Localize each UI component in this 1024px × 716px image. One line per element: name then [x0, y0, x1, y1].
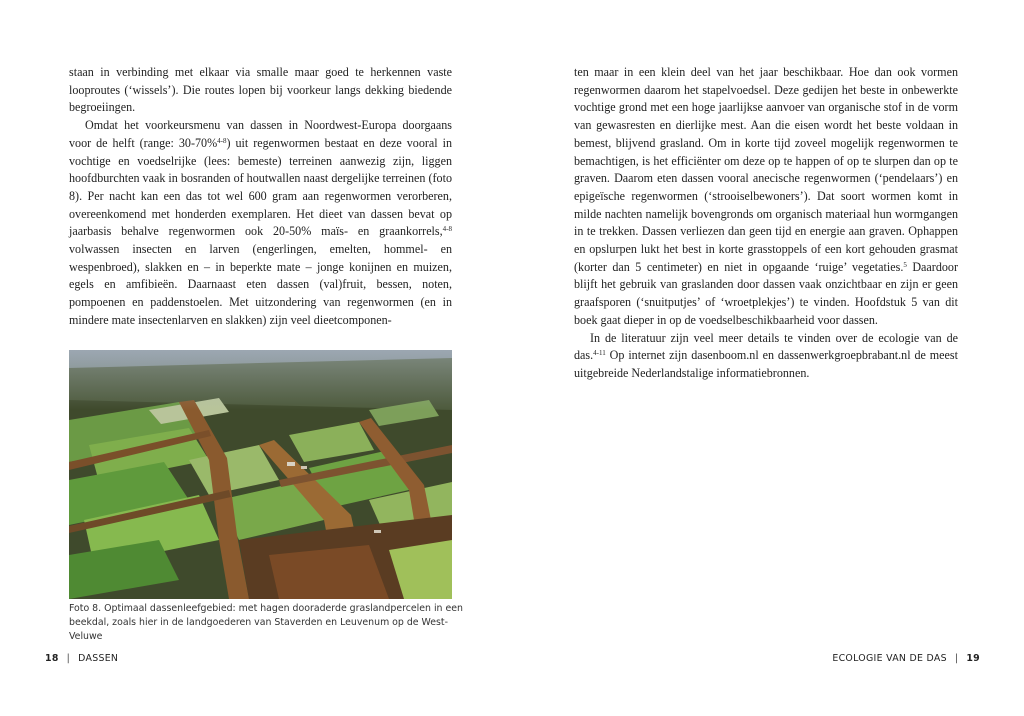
photo-caption: Foto 8. Optimaal dassenleefgebied: met hagen dooraderde graslandpercelen in een beekdal, zoals hier in de landgoederen van Staverden en Leuvenum op de West-Veluwe: [69, 603, 463, 642]
paragraph-text: volwassen insecten en larven (engerlingen, emelten, hommel- en wespenbroed), slakken en – in beperkte mate – jonge konijnen en muizen, egels en amfibieën. Daarnaast eten dassen (val)fruit, bessen, noten, pompoenen en paddenstoelen. Met uitzondering van regenwormen (en in mindere mate insectenlarven en slakken) zijn veel dieetcomponen-: [69, 242, 452, 327]
aerial-landscape-photo: [69, 350, 452, 599]
paragraph-text: Op internet zijn dasenboom.nl en dassenwerkgroepbrabant.nl de meest uitgebreide Nederlandstalige informatiebronnen.: [574, 348, 958, 380]
body-paragraph: [574, 330, 958, 383]
footnote-reference: 4-8: [442, 225, 452, 234]
footnote-reference: 4-8: [217, 136, 227, 145]
paragraph-text: staan in verbinding met elkaar via smalle maar goed te herkennen vaste looproutes (‘wissels’). Die routes lopen bij voorkeur langs dekking biedende begroeiingen.: [69, 65, 452, 115]
left-page-number: 18: [45, 653, 59, 664]
footnote-reference: 4-11: [593, 349, 606, 358]
body-paragraph: [69, 64, 452, 117]
paragraph-text: ) uit regenwormen bestaat en deze vooral in vochtige en voedselrijke (lees: bemeste) terreinen aanwezig zijn, liggen hoofdburchten vaak in bosranden of houtwallen naast dergelijke terreinen (foto 8). Per nacht kan een das tot wel 600 gram aan regenwormen verorberen, overeenkomend met honderden exemplaren. Het dieet van dassen bevat op jaarbasis behalve regenwormen ook 20-50% maïs- en graankorrels,: [69, 135, 453, 239]
left-running-title: DASSEN: [78, 653, 119, 664]
footer-right: [832, 653, 980, 664]
footnote-reference: 5: [903, 260, 907, 269]
left-text-column: [69, 64, 452, 330]
right-running-title: ECOLOGIE VAN DE DAS: [832, 653, 947, 664]
paragraph-text: Daardoor blijft het gebruik van graslanden door dassen vaak onzichtbaar en zijn er geen graafsporen (‘snuitputjes’ of ‘wroetplekjes’) te vinden. Hoofdstuk 5 van dit boek gaat dieper in op de voedselbeschikbaarheid voor dassen.: [574, 259, 958, 327]
paragraph-text: ten maar in een klein deel van het jaar beschikbaar. Hoe dan ook vormen regenwormen daarom het stapelvoedsel. Deze gedijen het beste in onbewerkte vochtige grond met een hoge jaarlijkse aanvoer van organische stof in de vorm van gewasresten en dierlijke mest. Aan die eisen wordt het beste voldaan in bemest, blijvend grasland. Om in korte tijd zoveel mogelijk regenwormen te bemachtigen, is het efficiënter om deze op te happen of op te slurpen dan op te graven. Daarom eten dassen vooral anecische regenwormen (‘pendelaars’) en epigeïsche regenwormen (‘strooiselbewoners’). Dat soort wormen komt in milde nachten namelijk bovengronds om organisch materiaal hun wormgangen in te trekken. Dassen verliezen dan geen tijd en energie aan graven. Ophappen en opslurpen lukt het best in korte grasstoppels of een kort gehouden grasmat (korter dan 5 centimeter) en niet in opgaande ‘ruige’ vegetaties.: [574, 65, 958, 274]
paragraph-text: In de literatuur zijn veel meer details te vinden over de ecologie van de das.: [574, 330, 958, 363]
body-paragraph: [574, 64, 958, 330]
body-paragraph: [69, 117, 452, 329]
right-page-number: 19: [966, 653, 980, 664]
right-text-column: [574, 64, 958, 383]
footer-separator: |: [66, 653, 71, 664]
paragraph-text: Omdat het voorkeursmenu van dassen in Noordwest-Europa doorgaans voor de helft (range: 30-70%: [69, 118, 452, 150]
footer-left: [45, 653, 118, 664]
footer-separator: |: [954, 653, 959, 664]
